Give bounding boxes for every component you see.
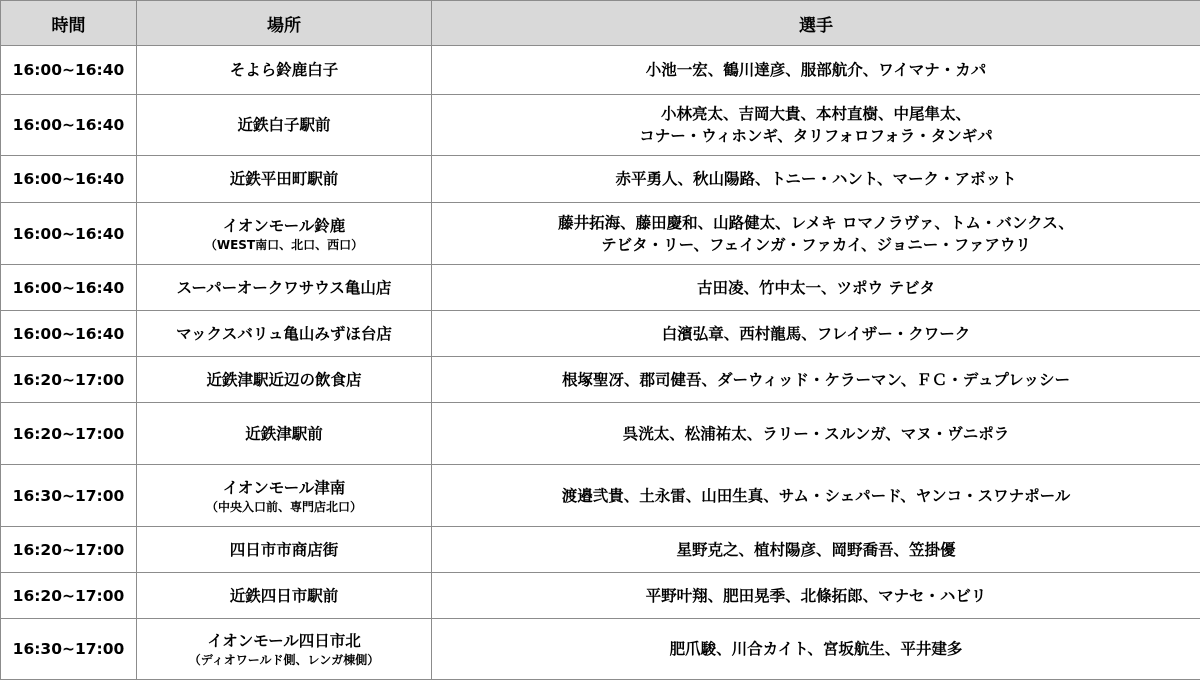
players-line: 星野克之、植村陽彦、岡野喬吾、笠掛優 xyxy=(436,539,1196,561)
players-cell xyxy=(432,357,1200,403)
time-cell: 16:00~16:40 xyxy=(1,95,137,156)
place-detail: （ディオワールド側、レンガ棟側） xyxy=(141,652,427,668)
place-cell xyxy=(137,465,432,527)
players-cell xyxy=(432,265,1200,311)
players-line: 古田凌、竹中太一、ツポウ テビタ xyxy=(436,277,1196,299)
players-cell xyxy=(432,573,1200,619)
time-cell: 16:00~16:40 xyxy=(1,156,137,203)
players-cell xyxy=(432,465,1200,527)
place-name: 近鉄津駅近辺の飲食店 xyxy=(141,369,427,391)
time-cell: 16:20~17:00 xyxy=(1,527,137,573)
place-detail: （WEST南口、北口、西口） xyxy=(141,237,427,253)
time-cell: 16:00~16:40 xyxy=(1,311,137,357)
players-cell xyxy=(432,203,1200,265)
place-name: 近鉄四日市駅前 xyxy=(141,585,427,607)
place-cell xyxy=(137,573,432,619)
header-time: 時間 xyxy=(1,1,137,46)
place-name: 近鉄白子駅前 xyxy=(141,114,427,136)
time-cell: 16:30~17:00 xyxy=(1,465,137,527)
place-cell xyxy=(137,527,432,573)
players-line: 小池一宏、鶴川達彦、服部航介、ワイマナ・カパ xyxy=(436,59,1196,81)
players-cell xyxy=(432,311,1200,357)
table-row xyxy=(1,403,1200,465)
header-place: 場所 xyxy=(137,1,432,46)
place-cell xyxy=(137,403,432,465)
players-line: 藤井拓海、藤田慶和、山路健太、レメキ ロマノラヴァ、トム・バンクス、 xyxy=(436,212,1196,234)
players-line: テビタ・リー、フェインガ・ファカイ、ジョニー・ファアウリ xyxy=(436,234,1196,256)
players-line: コナー・ウィホンギ、タリフォロフォラ・タンギパ xyxy=(436,125,1196,147)
table-row xyxy=(1,265,1200,311)
table-row xyxy=(1,573,1200,619)
place-cell xyxy=(137,203,432,265)
players-line: 小林亮太、吉岡大貴、本村直樹、中尾隼太、 xyxy=(436,103,1196,125)
place-cell xyxy=(137,357,432,403)
place-name: マックスバリュ亀山みずほ台店 xyxy=(141,323,427,345)
place-cell xyxy=(137,619,432,680)
place-name: イオンモール四日市北 xyxy=(141,630,427,652)
time-cell: 16:00~16:40 xyxy=(1,203,137,265)
time-cell: 16:20~17:00 xyxy=(1,403,137,465)
table-row xyxy=(1,619,1200,680)
table-row xyxy=(1,527,1200,573)
place-detail: （中央入口前、専門店北口） xyxy=(141,499,427,515)
place-cell xyxy=(137,265,432,311)
table-row xyxy=(1,46,1200,95)
place-cell xyxy=(137,95,432,156)
table-body xyxy=(1,46,1200,680)
place-name: そよら鈴鹿白子 xyxy=(141,59,427,81)
time-cell: 16:20~17:00 xyxy=(1,573,137,619)
players-line: 根塚聖冴、郡司健吾、ダーウィッド・ケラーマン、ＦＣ・デュプレッシー xyxy=(436,369,1196,391)
place-name: 四日市市商店街 xyxy=(141,539,427,561)
header-row xyxy=(1,1,1200,46)
place-cell xyxy=(137,156,432,203)
time-cell: 16:30~17:00 xyxy=(1,619,137,680)
table-row xyxy=(1,95,1200,156)
place-cell xyxy=(137,311,432,357)
table-row xyxy=(1,311,1200,357)
players-cell xyxy=(432,527,1200,573)
players-cell xyxy=(432,46,1200,95)
place-name: 近鉄平田町駅前 xyxy=(141,168,427,190)
place-name: スーパーオークワサウス亀山店 xyxy=(141,277,427,299)
players-line: 平野叶翔、肥田晃季、北條拓郎、マナセ・ハビリ xyxy=(436,585,1196,607)
table-row xyxy=(1,156,1200,203)
players-cell xyxy=(432,619,1200,680)
players-line: 白濱弘章、西村龍馬、フレイザー・クワーク xyxy=(436,323,1196,345)
table-row xyxy=(1,465,1200,527)
place-name: イオンモール鈴鹿 xyxy=(141,215,427,237)
header-players: 選手 xyxy=(432,1,1200,46)
players-cell xyxy=(432,95,1200,156)
players-cell xyxy=(432,156,1200,203)
time-cell: 16:00~16:40 xyxy=(1,265,137,311)
players-cell xyxy=(432,403,1200,465)
table-row xyxy=(1,357,1200,403)
place-name: 近鉄津駅前 xyxy=(141,423,427,445)
players-line: 呉洸太、松浦祐太、ラリー・スルンガ、マヌ・ヴニポラ xyxy=(436,423,1196,445)
place-cell xyxy=(137,46,432,95)
table-row xyxy=(1,203,1200,265)
place-name: イオンモール津南 xyxy=(141,477,427,499)
players-line: 渡邉弐貴、土永雷、山田生真、サム・シェパード、ヤンコ・スワナポール xyxy=(436,485,1196,507)
players-line: 赤平勇人、秋山陽路、トニー・ハント、マーク・アボット xyxy=(436,168,1196,190)
time-cell: 16:00~16:40 xyxy=(1,46,137,95)
time-cell: 16:20~17:00 xyxy=(1,357,137,403)
players-line: 肥爪駿、川合カイト、宮坂航生、平井建多 xyxy=(436,638,1196,660)
